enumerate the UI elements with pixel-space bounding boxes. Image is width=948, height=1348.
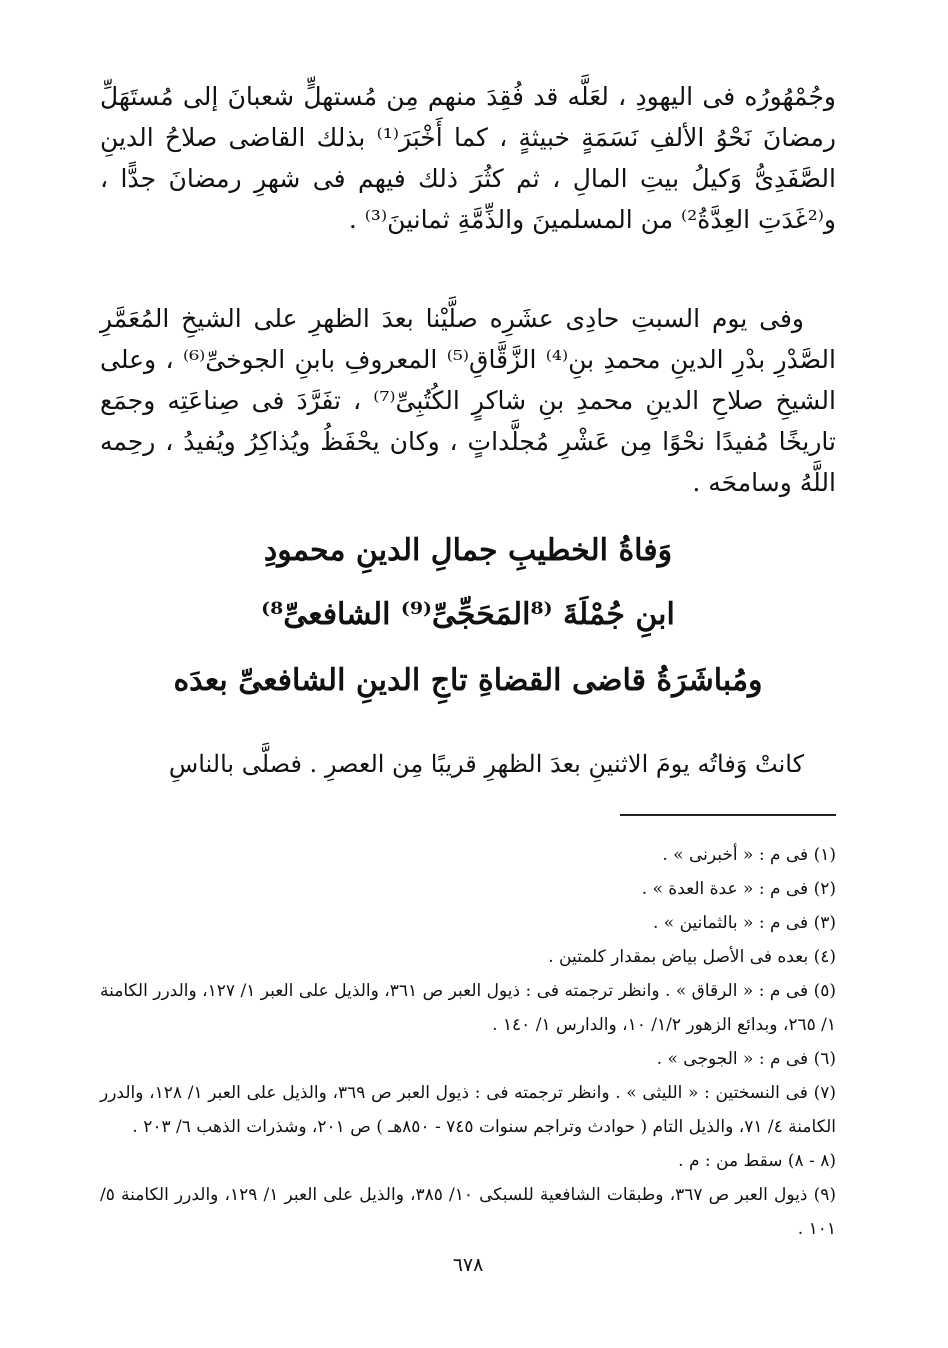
footnote-6: (٦) فى م : « الجوجى » . (656, 1049, 836, 1069)
footnote-4: (٤) بعده فى الأصل بياض بمقدار كلمتين . (548, 947, 836, 967)
section-heading-line-1: وَفاةُ الخطيبِ جمالِ الدينِ محمودِ (263, 533, 673, 568)
footnote-9: (٩) ذيول العبر ص ٣٦٧، وطبقات الشافعية للسبكى ١٠/ ٣٨٥، والذيل على العبر ١/ ١٢٩، والدرر الكامنة ٥/ ١٠١ . (100, 1185, 836, 1239)
footnote-2: (٢) فى م : « عدة العدة » . (641, 879, 836, 899)
footnote-3: (٣) فى م : « بالثمانين » . (652, 913, 836, 933)
section-heading-line-2: ابنِ جُمْلَةَ ⁽⁸المَحَجِّىِّ⁽⁹⁾ الشافعىِّ⁸⁾ (261, 597, 675, 632)
footnote-7: (٧) فى النسختين : « الليثى » . وانظر ترجمته فى : ذيول العبر ص ٣٦٩، والذيل على العبر ١/ ١٢٨، والدرر الكامنة ٤/ ٧١، والذيل التام ( حوادث وتراجم سنوات ٧٤٥ - ٨٥٠هـ ) ص ٢٠١، وشذرات الذهب ٦/ ٢٠٣ . (100, 1083, 836, 1137)
paragraph-funerals: وفى يوم السبتِ حادِى عشَرِه صلَّيْنا بعدَ الظهرِ على الشيخِ المُعَمَّرِ الصَّدْرِ بدْرِ الدينِ محمدِ بنِ⁽⁴⁾ الزَّقَّاقِ⁽⁵⁾ المعروفِ بابنِ الجوخىِّ⁽⁶⁾ ، وعلى الشيخِ صلاحِ الدينِ محمدِ بنِ شاكرٍ الكُتُبِىِّ⁽⁷⁾ ، تفَرَّدَ فى صِناعَتِه وجمَع تاريخًا مُفيدًا نحْوًا مِن عَشْرِ مُجلَّداتٍ ، وكان يحْفَظُ ويُذاكِرُ ويُفيدُ ، رحِمه اللَّهُ وسامحَه . (100, 304, 836, 497)
section-heading-line-3: ومُباشَرَةُ قاضى القضاةِ تاجِ الدينِ الشافعىِّ بعدَه (173, 663, 763, 698)
footnote-1: (١) فى م : « أخبرنى » . (662, 845, 836, 865)
footnote-8: (٨ - ٨) سقط من : م . (678, 1151, 836, 1171)
footnote-5: (٥) فى م : « الرقاق » . وانظر ترجمته فى : ذيول العبر ص ٣٦١، والذيل على العبر ١/ ١٢٧، والدرر الكامنة ١/ ٢٦٥، وبدائع الزهور ١/٢/ ١٠، والدارس ١/ ١٤٠ . (100, 981, 836, 1035)
book-page (100, 62, 836, 1308)
paragraph-death-account: كانتْ وَفاتُه يومَ الاثنينِ بعدَ الظهرِ قريبًا مِن العصرِ . فصلَّى بالناسِ (168, 750, 804, 778)
footnote-separator (620, 814, 836, 816)
paragraph-plague-report: وجُمْهُورُه فى اليهودِ ، لعَلَّه قد فُقِدَ منهم مِن مُستهلٍّ شعبانَ إلى مُستَهَلِّ رمضانَ نَحْوُ الألفِ نَسَمَةٍ خبيثةٍ ، كما أَخْبَرَ⁽¹⁾ بذلك القاضى صلاحُ الدينِ الصَّفَدِىُّ وَكيلُ بيتِ المالِ ، ثم كثُرَ ذلك فيهم فى شهرِ رمضانَ جدًّا ، و⁽²غَدَتِ العِدَّةُ²⁾ من المسلمينَ والذِّمَّةِ ثمانينَ⁽³⁾ . (100, 82, 836, 234)
page-number: ٦٧٨ (452, 1254, 484, 1276)
footnotes-list (100, 838, 836, 1246)
